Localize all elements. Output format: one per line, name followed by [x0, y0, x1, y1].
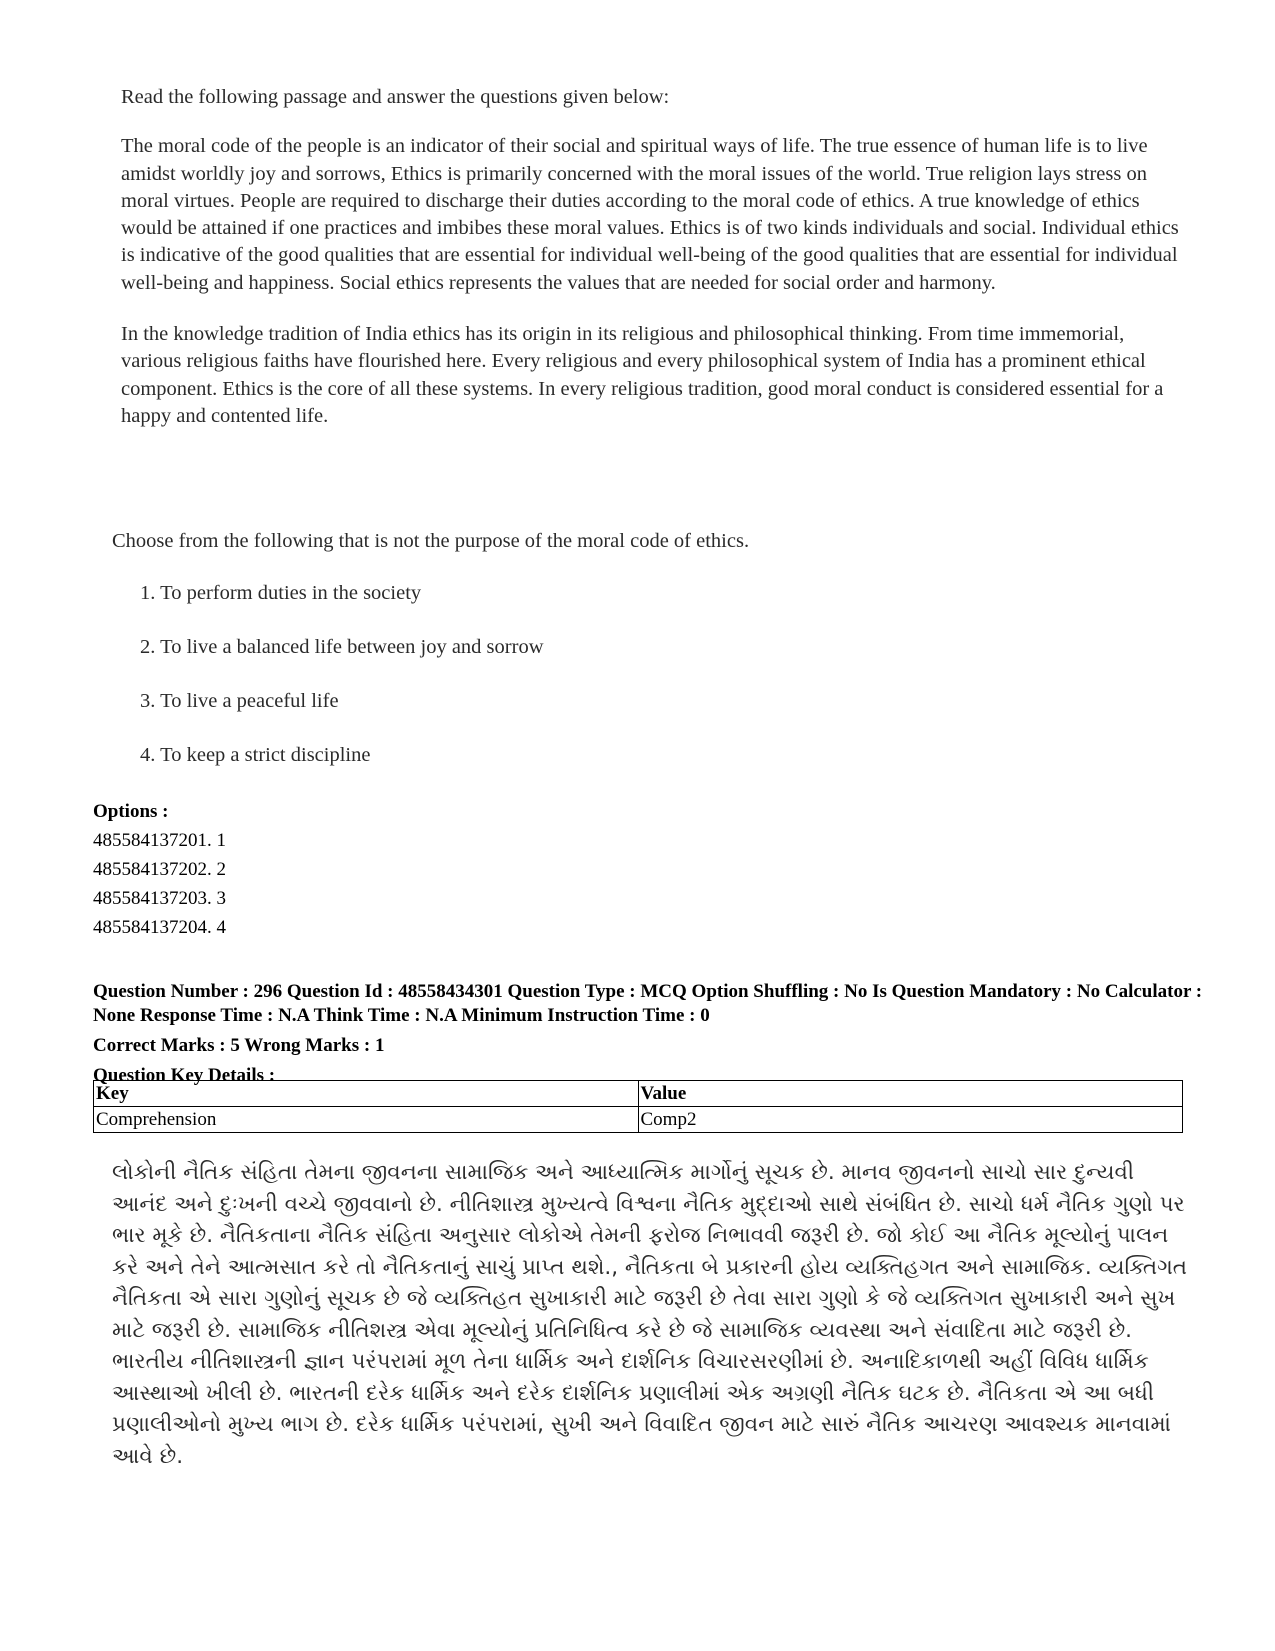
- gujarati-paragraph-1: લોકોની નૈતિક સંહિતા તેમના જીવનના સામાજિક અને આધ્યાત્મિક માર્ગોનું સૂચક છે. માનવ જીવનનો સાચો સાર દુન્યવી આનંદ અને દુઃખની વચ્ચે જીવવાનો છે. નીતિશાસ્ત્ર મુખ્યત્વે વિશ્વના નૈતિક મુદ્દાઓ સાથે સંબંધિત છે. સાચો ધર્મ નૈતિક ગુણો પર ભાર મૂકે છે. નૈતિકતાના નૈતિક સંહિતા અનુસાર લોકોએ તેમની ફરોજ નિભાવવી જરૂરી છે. જો કોઈ આ નૈતિક મૂલ્યોનું પાલન કરે અને તેને આત્મસાત કરે તો નૈતિકતાનું સાચું પ્રાપ્ત થશે., નૈતિકતા બે પ્રકારની હોય વ્યક્તિહગત અને સામાજિક. વ્યક્તિગત નૈતિકતા એ સારા ગુણોનું સૂચક છે જે વ્યક્તિહત સુખાકારી માટે જરૂરી છે તેવા સારા ગુણો કે જે વ્યક્તિગત સુખાકારી અને સુખ માટે જરૂરી છે. સામાજિક નીતિશસ્ત્ર એવા મૂલ્યોનું પ્રતિનિધિત્વ કરે છે જે સામાજિક વ્યવસ્થા અને સંવાદિતા માટે જરૂરી છે.: [112, 1160, 1188, 1343]
- question-meta-details: Question Number : 296 Question Id : 48558434301 Question Type : MCQ Option Shuffling : No Is Question Mandatory : No Calculator : None Response Time : N.A Think Time : N.A Minimum Instruction Time : 0: [93, 981, 1203, 1026]
- question-choice: 3. To live a peaceful life: [140, 690, 339, 712]
- passage-intro: Read the following passage and answer the questions given below:: [121, 86, 670, 108]
- question-choices: [140, 582, 544, 798]
- gujarati-passage-block: [112, 1157, 1192, 1472]
- table-header-row: [94, 1081, 1183, 1107]
- table-cell-value: Comp2: [638, 1107, 1183, 1133]
- option-item: 485584137202. 2: [93, 859, 226, 880]
- option-item: 485584137201. 1: [93, 830, 226, 851]
- question-meta: [93, 980, 1203, 1088]
- table-cell-key: Comprehension: [94, 1107, 639, 1133]
- key-details-heading: Question Key Details :: [93, 1065, 276, 1086]
- question-choice: 1. To perform duties in the society: [140, 582, 422, 604]
- question-stem: Choose from the following that is not the purpose of the moral code of ethics.: [112, 530, 750, 552]
- gujarati-paragraph-2: ભારતીય નીતિશાસ્ત્રની જ્ઞાન પરંપરામાં મૂળ તેના ધાર્મિક અને દાર્શનિક વિચારસરણીમાં છે. અનાદિકાળથી અહીં વિવિધ ધાર્મિક આસ્થાઓ ખીલી છે. ભારતની દરેક ધાર્મિક અને દરેક દાર્શનિક પ્રણાલીમાં એક અગ્રણી નૈતિક ઘટક છે. નૈતિકતા એ આ બધી પ્રણાલીઓનો મુખ્ય ભાગ છે. દરેક ધાર્મિક પરંપરામાં, સુખી અને વિવાદિત જીવન માટે સારું નૈતિક આચરણ આવશ્યક માનવામાં આવે છે.: [112, 1349, 1171, 1469]
- passage-paragraph-2: In the knowledge tradition of India ethics has its origin in its religious and philosophical thinking. From time immemorial, various religious faiths have flourished here. Every religious and every philosophical system of India has a prominent ethical component. Ethics is the core of all these systems. In every religious tradition, good moral conduct is considered essential for a happy and contented life.: [121, 323, 1164, 427]
- question-choice: 4. To keep a strict discipline: [140, 744, 371, 766]
- options-heading: Options :: [93, 801, 169, 822]
- key-details-table: [93, 1080, 1183, 1133]
- option-item: 485584137204. 4: [93, 917, 226, 938]
- table-header-key: Key: [94, 1081, 639, 1107]
- marks-line: Correct Marks : 5 Wrong Marks : 1: [93, 1035, 385, 1056]
- passage-paragraph-1: The moral code of the people is an indicator of their social and spiritual ways of life. The true essence of human life is to live amidst worldly joy and sorrows, Ethics is primarily concerned with the moral issues of the world. True religion lays stress on moral virtues. People are required to discharge their duties according to the moral code of ethics. A true knowledge of ethics would be attained if one practices and imbibes these moral values. Ethics is of two kinds individuals and social. Individual ethics is indicative of the good qualities that are essential for individual well-being of the good qualities that are essential for individual well-being and happiness. Social ethics represents the values that are needed for social order and harmony.: [121, 135, 1179, 294]
- option-item: 485584137203. 3: [93, 888, 226, 909]
- passage-image-block: [121, 84, 1181, 430]
- table-row: [94, 1107, 1183, 1133]
- options-block: [93, 797, 226, 942]
- question-choice: 2. To live a balanced life between joy and sorrow: [140, 636, 544, 658]
- table-header-value: Value: [638, 1081, 1183, 1107]
